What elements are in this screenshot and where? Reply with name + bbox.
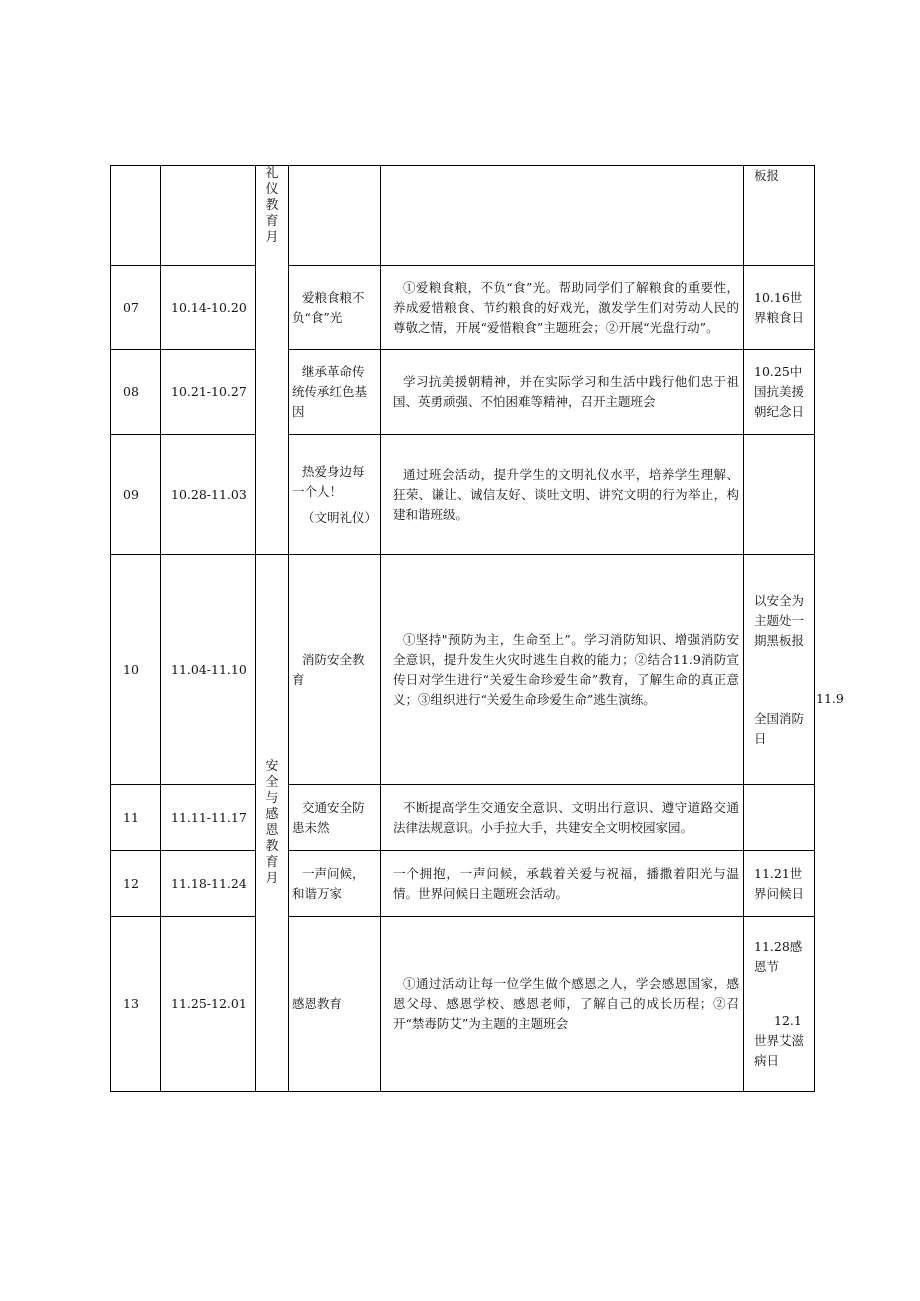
week-dates — [161, 166, 256, 266]
table-row — [111, 266, 815, 350]
activity-content — [381, 166, 744, 266]
table-row — [111, 166, 815, 266]
table-row — [111, 851, 815, 917]
week-number — [111, 166, 161, 266]
weekly-theme-cell — [289, 435, 381, 555]
week-number: 08 — [111, 350, 161, 435]
remarks: 以安全为主题处一期黑板报 — [754, 592, 805, 648]
weekly-theme-note: （文明礼仪） — [302, 509, 378, 525]
remarks — [744, 785, 815, 851]
week-dates: 10.21-10.27 — [161, 350, 256, 435]
remarks: 11.28感恩节 — [754, 939, 803, 974]
week-dates: 11.25-12.01 — [161, 917, 256, 1092]
week-number: 12 — [111, 851, 161, 917]
weekly-theme: 消防安全教育 — [289, 555, 381, 785]
table-row — [111, 555, 815, 785]
month-theme-etiquette — [256, 166, 289, 555]
weekly-theme: 一声问候，和谐万家 — [289, 851, 381, 917]
remarks-cell — [744, 917, 815, 1092]
activity-content: 不断提高学生交通安全意识、文明出行意识、遵守道路交通法律法规意识。小手拉大手，共建安全文明校园家园。 — [381, 785, 744, 851]
week-dates: 10.14-10.20 — [161, 266, 256, 350]
activity-content: 一个拥抱，一声问候，承载着关爱与祝福，播撒着阳光与温情。世界问候日主题班会活动。 — [381, 851, 744, 917]
table-row — [111, 435, 815, 555]
activity-content: ①坚持"预防为主，生命至上”。学习消防知识、增强消防安全意识，提升发生火灾时逃生自救的能力；②结合11.9消防宣传日对学生进行“关爱生命珍爱生命”教育，了解生命的真正意义；③组织进行“关爱生命珍爱生命”逃生演练。 — [381, 555, 744, 785]
week-dates: 11.18-11.24 — [161, 851, 256, 917]
class-activity-plan-table — [110, 165, 844, 1092]
weekly-theme: 交通安全防患未然 — [289, 785, 381, 851]
week-dates: 10.28-11.03 — [161, 435, 256, 555]
week-number: 07 — [111, 266, 161, 350]
week-dates: 11.04-11.10 — [161, 555, 256, 785]
activity-content: ①爱粮食粮，不负“食”光。帮助同学们了解粮食的重要性，养成爱惜粮食、节约粮食的好戏光，激发学生们对劳动人民的尊敬之情，开展“爱惜粮食”主题班会；②开展“光盘行动”。 — [381, 266, 744, 350]
week-number: 10 — [111, 555, 161, 785]
activity-content: 学习抗美援朝精神，并在实际学习和生活中践行他们忠于祖国、英勇顽强、不怕困难等精神，召开主题班会 — [381, 350, 744, 435]
table-row — [111, 917, 815, 1092]
table-row — [111, 350, 815, 435]
week-number: 13 — [111, 917, 161, 1092]
month-theme-label: 礼仪教育月 — [265, 166, 279, 245]
week-number: 11 — [111, 785, 161, 851]
remarks-secondary: 12.1世界艾滋病日 — [754, 1013, 805, 1068]
remarks: 板报 — [744, 166, 815, 266]
remarks-cell — [744, 555, 844, 785]
weekly-theme: 继承革命传统传承红色基因 — [289, 350, 381, 435]
remarks: 10.25中国抗美援朝纪念日 — [744, 350, 815, 435]
remarks-secondary: 11.9全国消防日 — [754, 690, 844, 746]
weekly-theme: 爱粮食粮不负“食”光 — [289, 266, 381, 350]
weekly-theme: 感恩教育 — [289, 917, 381, 1092]
remarks: 11.21世界问候日 — [744, 851, 815, 917]
weekly-theme: 热爱身边每一个人！ — [292, 463, 365, 499]
week-number: 09 — [111, 435, 161, 555]
month-theme-label: 安全与感恩教育月 — [265, 758, 279, 886]
remarks — [744, 435, 815, 555]
activity-content: ①通过活动让每一位学生做个感恩之人，学会感恩国家，感恩父母、感恩学校、感恩老师，了解自己的成长历程；②召开“禁毒防艾”为主题的主题班会 — [381, 917, 744, 1092]
weekly-theme — [289, 166, 381, 266]
month-theme-safety-gratitude — [256, 555, 289, 1092]
activity-content: 通过班会活动，提升学生的文明礼仪水平，培养学生理解、狂荣、谦让、诚信友好、谈吐文明、讲究文明的行为举止，构建和谐班级。 — [381, 435, 744, 555]
week-dates: 11.11-11.17 — [161, 785, 256, 851]
table-row — [111, 785, 815, 851]
remarks: 10.16世界粮食日 — [744, 266, 815, 350]
